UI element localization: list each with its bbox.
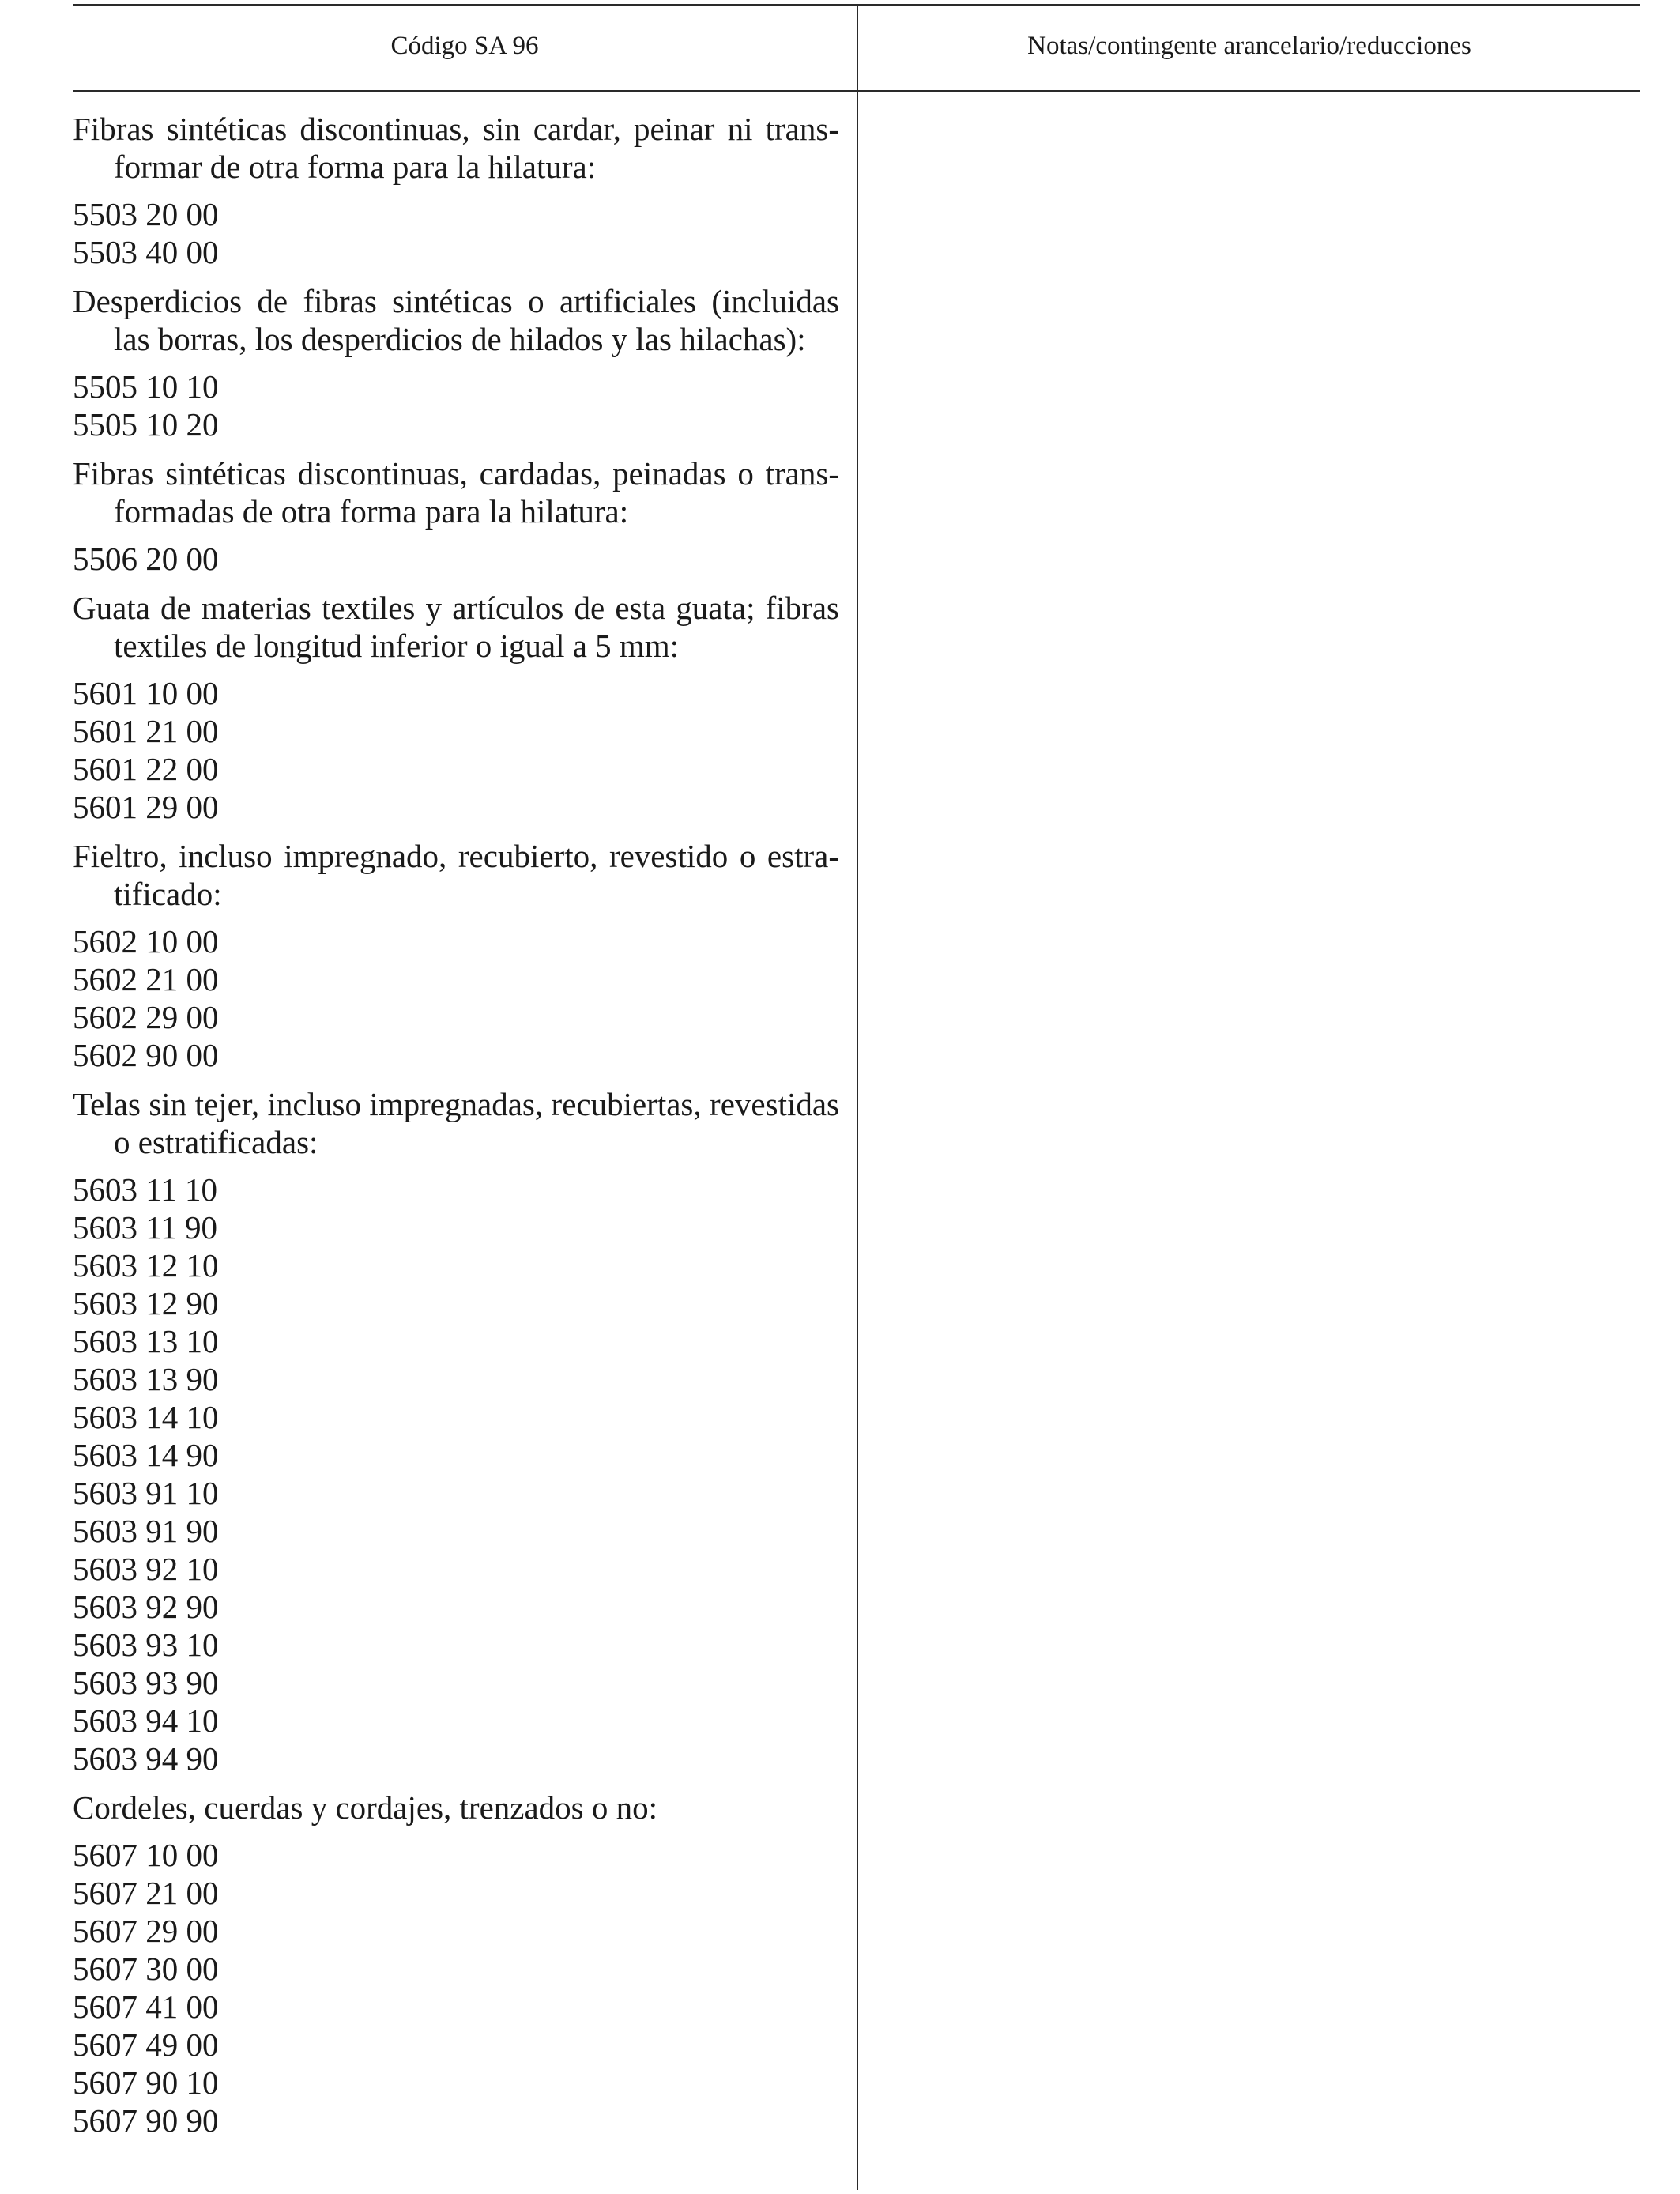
group-description: Guata de materias textiles y artículos de esta guata; fibras textiles de longitud inferior o igual a 5 mm:: [73, 590, 839, 664]
hs-code: 5603 12 90: [73, 1285, 219, 1321]
hs-code: 5607 49 00: [73, 2026, 219, 2063]
hs-code: 5602 10 00: [73, 923, 219, 959]
hs-code: 5603 93 10: [73, 1627, 219, 1663]
tariff-group: [73, 110, 839, 271]
hs-code: 5603 93 90: [73, 1664, 219, 1701]
hs-code: 5603 94 90: [73, 1740, 219, 1777]
hs-code: 5603 91 10: [73, 1475, 219, 1511]
group-description: Fieltro, incluso impregnado, recubierto, revestido o estratificado:: [73, 838, 839, 912]
hs-code: 5503 20 00: [73, 196, 219, 232]
tariff-group: [73, 1085, 839, 1777]
hs-code: 5603 12 10: [73, 1247, 219, 1284]
tariff-group: [73, 1789, 839, 2139]
hs-code: 5603 91 90: [73, 1513, 219, 1549]
code-list: [73, 922, 839, 1074]
hs-code: 5506 20 00: [73, 541, 219, 577]
code-list: [73, 195, 839, 271]
hs-code: 5505 10 10: [73, 368, 219, 405]
group-description: Telas sin tejer, incluso impregnadas, recubiertas, revestidas o estratificadas:: [73, 1086, 839, 1160]
hs-code: 5601 10 00: [73, 675, 219, 711]
hs-code: 5603 94 10: [73, 1702, 219, 1739]
hs-code: 5603 11 10: [73, 1171, 217, 1208]
hs-code: 5503 40 00: [73, 234, 219, 270]
column-header-code: Código SA 96: [390, 32, 539, 60]
hs-code: 5603 13 90: [73, 1361, 219, 1397]
hs-code: 5601 22 00: [73, 751, 219, 787]
hs-code: 5603 92 10: [73, 1551, 219, 1587]
group-description: Fibras sintéticas discontinuas, sin cardar, peinar ni transformar de otra forma para la hilatura:: [73, 111, 839, 185]
hs-code: 5601 29 00: [73, 789, 219, 825]
hs-code: 5603 92 90: [73, 1589, 219, 1625]
hs-code: 5607 90 10: [73, 2064, 219, 2101]
hs-code: 5607 29 00: [73, 1913, 219, 1949]
hs-code: 5505 10 20: [73, 406, 219, 443]
group-description: Fibras sintéticas discontinuas, cardadas, peinadas o transformadas de otra forma para la hilatura:: [73, 455, 839, 530]
column-header-notes: Notas/contingente arancelario/reducciones: [1027, 32, 1471, 60]
hs-code: 5603 14 90: [73, 1437, 219, 1473]
hs-code: 5607 21 00: [73, 1875, 219, 1911]
code-list: [73, 674, 839, 826]
column-divider: [857, 4, 858, 2190]
code-list: [73, 1836, 839, 2139]
code-column: [73, 110, 839, 2151]
hs-code: 5603 14 10: [73, 1399, 219, 1435]
hs-code: 5607 41 00: [73, 1989, 219, 2025]
hs-code: 5601 21 00: [73, 713, 219, 749]
tariff-group: [73, 837, 839, 1074]
hs-code: 5602 90 00: [73, 1037, 219, 1073]
hs-code: 5607 30 00: [73, 1951, 219, 1987]
tariff-group: [73, 589, 839, 826]
group-description: Desperdicios de fibras sintéticas o artificiales (incluidas las borras, los desperdicios de hilados y las hilachas):: [73, 283, 839, 357]
code-list: [73, 368, 839, 443]
hs-code: 5603 13 10: [73, 1323, 219, 1359]
hs-code: 5602 21 00: [73, 961, 219, 997]
code-list: [73, 540, 839, 578]
code-list: [73, 1171, 839, 1777]
tariff-group: [73, 282, 839, 443]
group-description: Cordeles, cuerdas y cordajes, trenzados o no:: [73, 1789, 658, 1826]
hs-code: 5607 90 90: [73, 2102, 219, 2139]
hs-code: 5607 10 00: [73, 1837, 219, 1873]
hs-code: 5602 29 00: [73, 999, 219, 1035]
hs-code: 5603 11 90: [73, 1209, 217, 1246]
tariff-group: [73, 454, 839, 578]
